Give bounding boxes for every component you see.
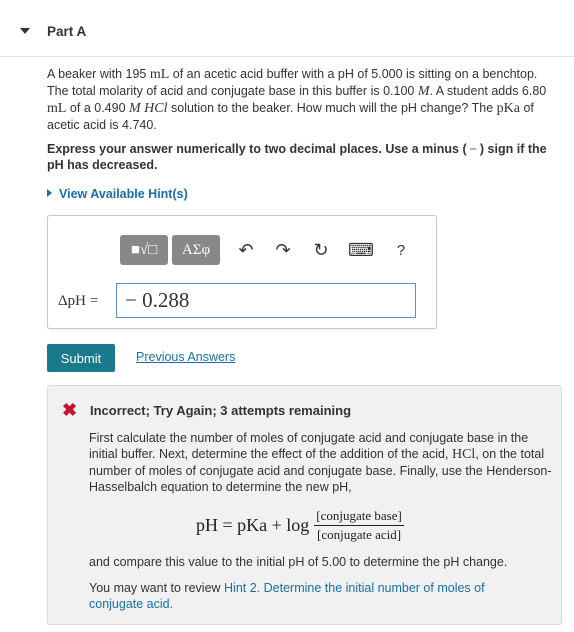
question-text: A beaker with 195 mL of an acetic acid buffer with a pH of 5.000 is sitting on a benchtop. The total molarity of acid and conjugate base in this buffer is 0.100 M. A student adds 6.80 mL of a 0.490 M HCl solution to the beaker. How much will the pH change? The pKa of acetic acid is 4.740. bbox=[47, 67, 547, 132]
answer-panel bbox=[47, 215, 437, 329]
equation-fraction: $\frac{\text{[conjugate base]}}{\text{[conjugate acid]}}$ bbox=[316, 507, 402, 542]
redo-icon[interactable]: ↷ bbox=[275, 239, 291, 260]
feedback-title: Incorrect; Try Again; 3 attempts remaining bbox=[90, 403, 352, 418]
hint-2-link[interactable]: Hint 2. Determine the initial number of moles of conjugate acid. bbox=[89, 581, 485, 611]
error-x-icon: ✖ bbox=[62, 400, 78, 420]
feedback-body: First calculate the number of moles of conjugate acid and conjugate base in the initial buffer. Next, determine the effect of the addition of the acid, HCl, on the total number of moles of conjugate acid and conjugate base. Finally, use the Henderson-Hasselbalch equation to determine the new pH, bbox=[89, 431, 552, 494]
keyboard-icon[interactable]: ⌨ bbox=[348, 239, 374, 260]
help-icon[interactable]: ? bbox=[396, 241, 406, 259]
previous-answers-link[interactable]: Previous Answers bbox=[136, 350, 236, 364]
view-hints-link[interactable]: View Available Hint(s) bbox=[47, 187, 188, 201]
collapse-arrow-icon[interactable] bbox=[20, 28, 30, 34]
templates-icon: ■√□ bbox=[130, 241, 158, 258]
templates-button[interactable] bbox=[120, 235, 168, 265]
part-title: Part A bbox=[47, 24, 87, 39]
undo-icon[interactable]: ↶ bbox=[238, 239, 254, 260]
feedback-compare-text: and compare this value to the initial pH of 5.00 to determine the pH change. bbox=[89, 555, 508, 569]
submit-button[interactable]: Submit bbox=[47, 344, 115, 372]
minus-sign: − bbox=[469, 142, 477, 156]
feedback-review-text: You may want to review Hint 2. Determine the initial number of moles of conjugate acid. bbox=[89, 581, 485, 611]
henderson-hasselbalch-equation: pH = pKa + log $\frac{\text{[conjugate base]}}{\text{[conjugate acid]}}$ bbox=[196, 507, 402, 542]
answer-instruction: Express your answer numerically to two decimal places. Use a minus ( − ) sign if the pH has decreased. bbox=[47, 142, 547, 172]
feedback-panel bbox=[47, 385, 562, 625]
reset-icon[interactable]: ↻ bbox=[313, 239, 329, 260]
answer-input[interactable]: − 0.288 bbox=[116, 283, 416, 318]
delta-ph-label: ΔpH = bbox=[58, 293, 99, 309]
greek-icon: ΑΣφ bbox=[181, 241, 211, 258]
greek-symbols-button[interactable] bbox=[172, 235, 220, 265]
expand-triangle-icon bbox=[47, 189, 52, 197]
part-header[interactable] bbox=[0, 12, 574, 57]
